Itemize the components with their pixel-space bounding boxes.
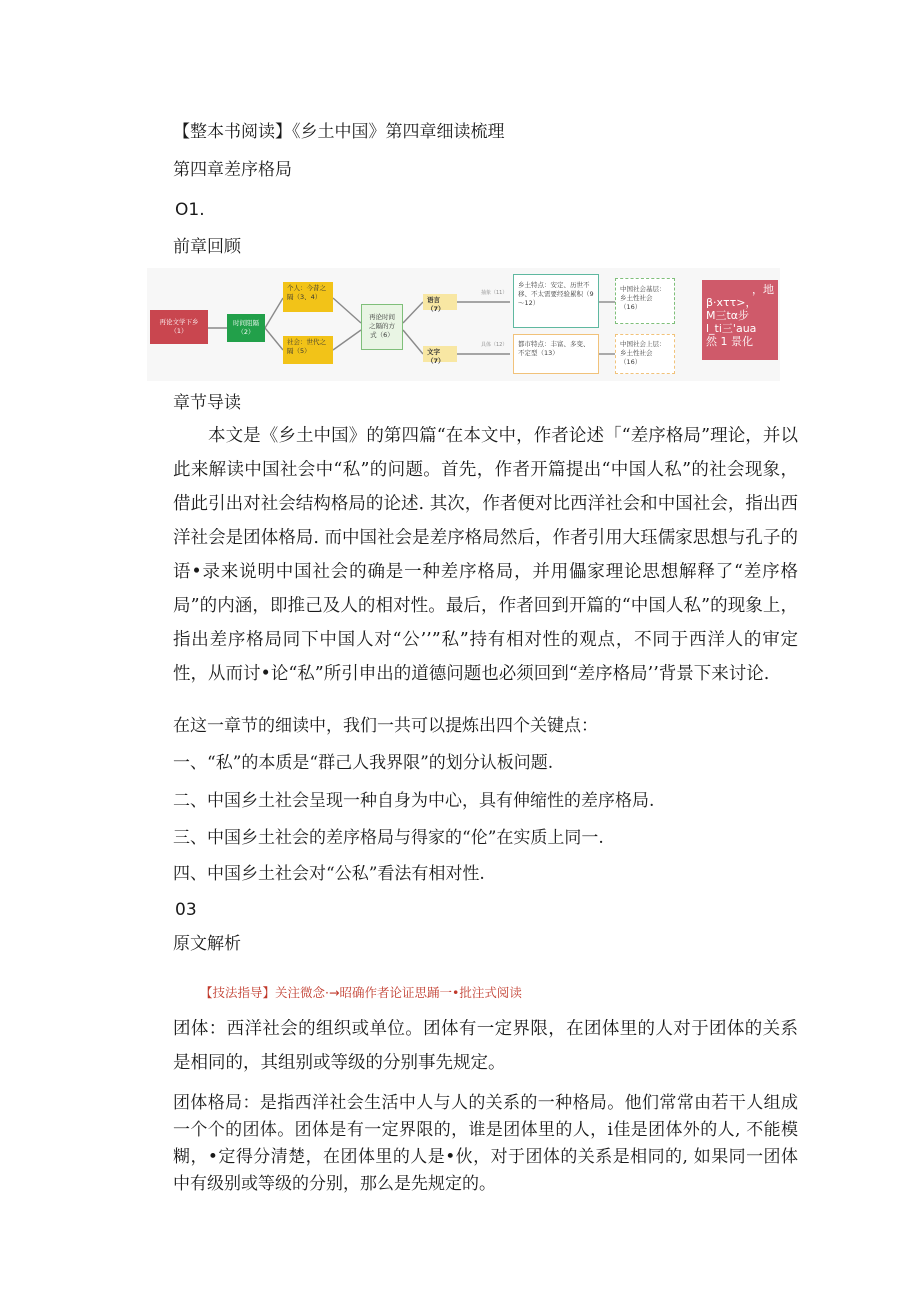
definition-group-pattern: 团体格局：是指西洋社会生活中人与人的关系的一种格局。他们常常由若干人组成一个个的团体。团体是有一定界限的，谁是团体里的人，i佳是团体外的人, 不能模糊，•定得分清楚，在团体里的人是•伙，对于团体的关系是相同的, 如果同一团体中有级别或等级的分别，那么是先规定的。 [173,1093,798,1194]
technique-tip: 【技法指导】关注微念·→昭确作者论证思踊一•批注式阅读 [200,985,522,1000]
node-writing: 文字（7） [423,346,457,362]
section-number-01: O1. [175,200,205,220]
intro-paragraph: 本文是《乡土中国》的第四篇“在本文中，作者论述「“差序格局”理论，并以此来解读中国社会中“私”的问题。首先，作者开篇提出“中国人私”的社会现象，借此引出对社会结构格局的论述. 其次，作者便对比西洋社会和中国社会，指出西洋社会是团体格局. 而中国社会是差序格局然后，作者引用大珏儒家思想与孔子的语•录来说明中国社会的确是一种差序格局，并用儡家理论思想解释了“差序格局”的内涵，即推己及人的相对性。最后，作者回到开篇的“中国人私”的现象上，指出差序格局同下中国人对“公’’”私”持有相对性的观点，不同于西洋人的审定性，从而讨•论“私”所引申出的道德问题也必须回到“差序格局’’背景下来讨论. [173,426,798,684]
chapter-title: 第四章差序格局 [173,160,292,180]
definition-group: 团体：西洋社会的组织或单位。团体有一定界限，在团体里的人对于团体的关系是相同的，其组别或等级的分别事先规定。 [173,1019,798,1073]
node-time-barrier: 时间阻隔（2） [227,314,265,342]
node-base-society: 中国社会基层：乡土性社会（16） [615,278,675,324]
keypoint-item: 三、中国乡土社会的差序格局与得家的“伦”在实质上同一. [173,828,604,848]
node-language: 语言（7） [423,294,457,310]
keypoint-item: 二、中国乡土社会呈现一种自身为中心，具有伸缩性的差序格局. [173,791,655,811]
section-heading-review: 前章回顾 [173,237,241,257]
keypoints-intro: 在这一章节的细读中，我们一共可以提炼出四个关键点： [173,716,598,736]
node-society: 社会：世代之隔（5） [283,336,333,364]
node-upper-society: 中国社会上层：乡土性社会（16） [615,334,675,374]
keypoint-item: 四、中国乡土社会对“公私”看法有相对性. [173,864,485,884]
node-rural-literacy: 再论文学下乡（1） [150,310,208,344]
arrow-label-abstract: 抽象（11） [481,290,508,296]
section-heading-guide: 章节导读 [173,393,241,413]
garbled-image-fragment: ，地 β·xττ>， M三tα步 l_ti三'aua 然 1 景化 [702,280,778,360]
node-individual: 个人：今昔之隔（3、4） [283,282,333,312]
arrow-label-concrete: 具体（12） [481,342,508,348]
node-time-methods: 再论时间之隔的方式（6） [361,304,403,350]
section-number-03: 03 [175,900,197,920]
keypoint-item: 一、“私”的本质是“群己人我界限”的划分认板问题. [173,753,554,773]
node-urban-traits: 都市特点：丰富、多变、不定型（13） [513,334,599,374]
node-rural-traits: 乡土特点：安定、历世不移、不太需要经验累积（9～12） [513,274,599,328]
chapter-flow-diagram [147,268,780,381]
section-heading-analysis: 原文解析 [173,934,241,954]
doc-title: 【整本书阅读】《乡土中国》第四章细读梳理 [173,122,505,142]
